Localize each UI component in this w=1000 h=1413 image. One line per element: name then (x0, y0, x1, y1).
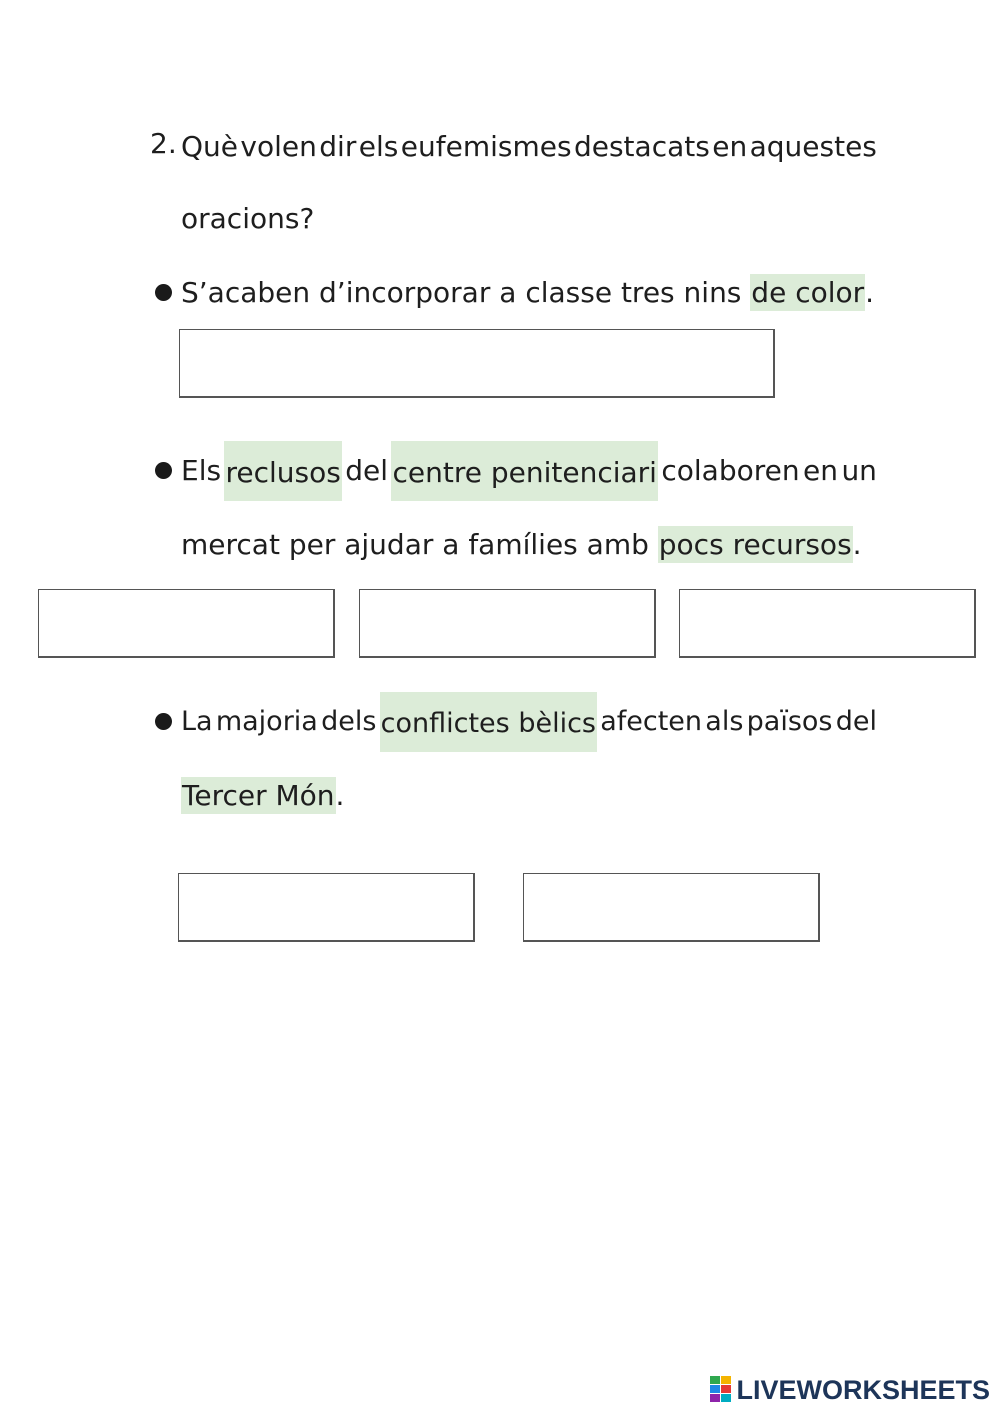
highlighted-euphemism: centre penitenciari (391, 441, 657, 501)
sentence-2-line-2 (181, 515, 877, 575)
answer-input-2a[interactable] (38, 589, 335, 658)
highlighted-euphemism: conflictes bèlics (380, 692, 597, 752)
highlighted-euphemism: Tercer Món (182, 779, 335, 812)
sentence-text: S’acaben d’incorporar a classe tres nins (181, 276, 751, 309)
answer-input-2b[interactable] (359, 589, 656, 658)
answer-input-3b[interactable] (523, 873, 820, 942)
footer-logo (710, 1372, 990, 1408)
word: els (358, 130, 399, 163)
question-text-line-2: oracions? (181, 202, 315, 235)
word: en (712, 130, 748, 163)
sentence-word: en (803, 454, 839, 487)
question-number: 2. (150, 127, 177, 160)
word: volen (240, 130, 317, 163)
question-text-line-1 (181, 117, 877, 177)
sentence-word: colaboren (661, 454, 800, 487)
sentence-text: . (865, 276, 875, 309)
liveworksheets-logo-icon (710, 1376, 732, 1404)
sentence-text: mercat per ajudar a famílies amb (181, 528, 658, 561)
sentence-3-line-2 (181, 766, 877, 826)
sentence-text: . (335, 779, 345, 812)
sentence-word: països (746, 706, 833, 737)
highlighted-euphemism: de color (751, 276, 865, 309)
highlighted-euphemism: pocs recursos (658, 528, 852, 561)
sentence-word: La (181, 706, 213, 737)
word: dir (319, 130, 357, 163)
word: aquestes (749, 130, 877, 163)
answer-input-1[interactable] (179, 329, 775, 398)
sentence-3-line-1 (181, 692, 877, 752)
answer-input-2c[interactable] (679, 589, 976, 658)
brand-name: LIVEWORKSHEETS (736, 1374, 990, 1405)
sentence-word: del (345, 454, 389, 487)
sentence-word: als (705, 706, 744, 737)
highlighted-euphemism: reclusos (224, 441, 341, 501)
bullet-icon (155, 284, 172, 301)
sentence-word: dels (321, 706, 377, 737)
bullet-icon (155, 462, 172, 479)
bullet-icon (155, 713, 172, 730)
word: eufemismes (400, 130, 572, 163)
sentence-word: afecten (600, 706, 703, 737)
word: Què (181, 130, 239, 163)
sentence-1 (181, 263, 877, 323)
sentence-2-line-1 (181, 441, 877, 501)
sentence-text: . (852, 528, 862, 561)
sentence-word: del (835, 706, 877, 737)
sentence-word: un (841, 454, 877, 487)
word: destacats (573, 130, 710, 163)
sentence-word: Els (181, 454, 222, 487)
answer-input-3a[interactable] (178, 873, 475, 942)
sentence-word: majoria (215, 706, 318, 737)
